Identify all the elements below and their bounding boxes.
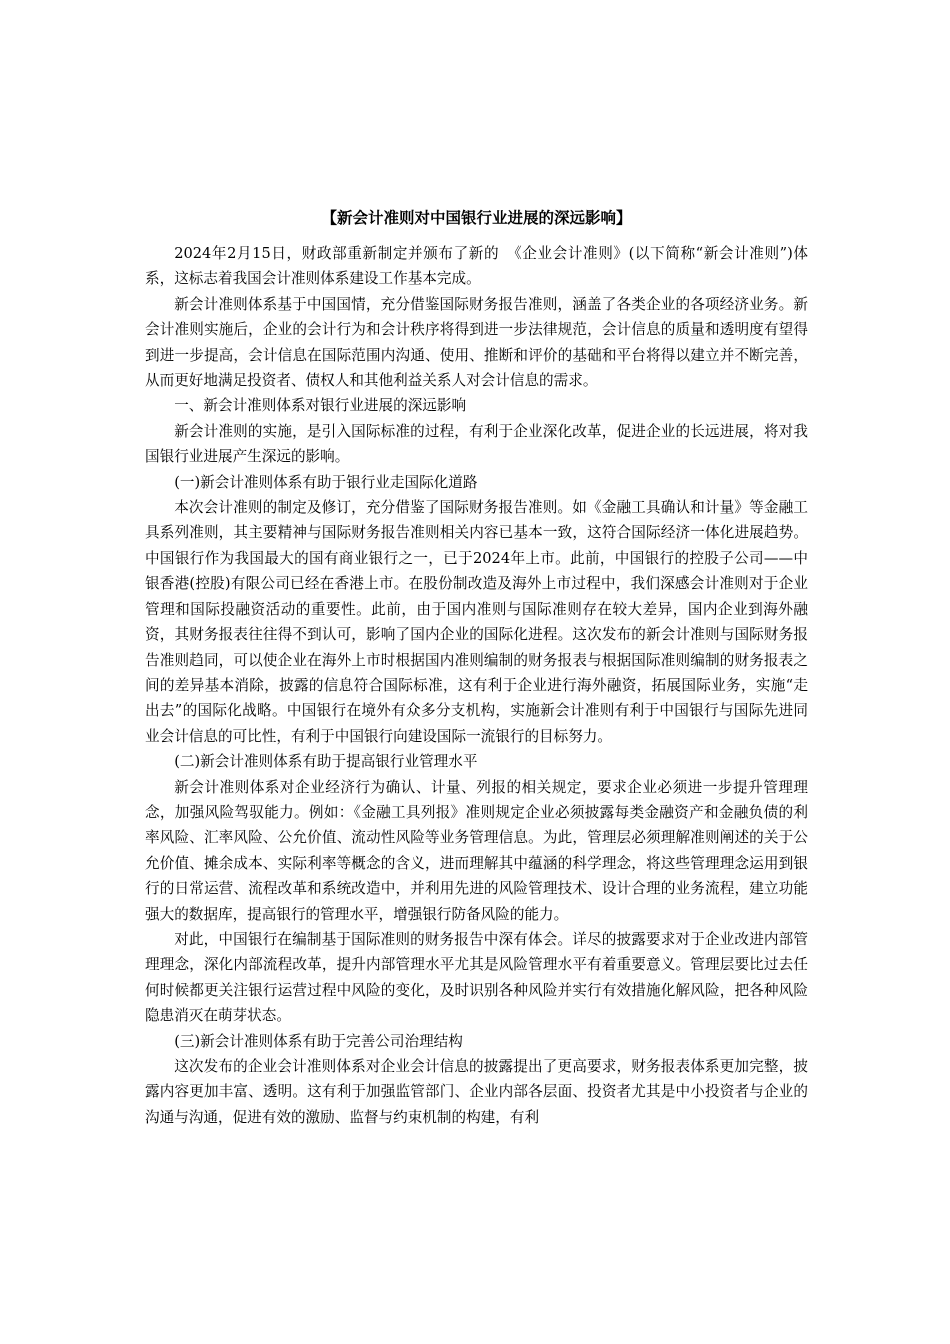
- paragraph-governance: 这次发布的企业会计准则体系对企业会计信息的披露提出了更高要求，财务报表体系更加完整，披露内容更加丰富、透明。这有利于加强监管部门、企业内部各层面、投资者尤其是中小投资者与企业的沟通与沟通，促进有效的激励、监督与约束机制的构建，有利: [145, 1058, 808, 1126]
- subsection-heading-2: (二)新会计准则体系有助于提高银行业管理水平: [174, 753, 478, 771]
- document-title: 【新会计准则对中国银行业进展的深远影响】: [321, 209, 632, 227]
- paragraph-impact: 新会计准则的实施，是引入国际标准的过程，有利于企业深化改革，促进企业的长远进展，将对我国银行业进展产生深远的影响。: [145, 422, 808, 466]
- section-heading-1: 一、新会计准则体系对银行业进展的深远影响: [174, 397, 467, 415]
- paragraph-overview: 新会计准则体系基于中国国情，充分借鉴国际财务报告准则，涵盖了各类企业的各项经济业务。新会计准则实施后，企业的会计行为和会计秩序将得到进一步法律规范，会计信息的质量和透明度有望得到进一步提高，会计信息在国际范围内沟通、使用、推断和评价的基础和平台将得以建立并不断完善，从而更好地满足投资者、债权人和其他利益关系人对会计信息的需求。: [145, 295, 808, 390]
- paragraph-internationalization: 本次会计准则的制定及修订，充分借鉴了国际财务报告准则。如《金融工具确认和计量》等金融工具系列准则，其主要精神与国际财务报告准则相关内容已基本一致，这符合国际经济一体化进展趋势。中国银行作为我国最大的国有商业银行之一，已于2024年上市。此前，中国银行的控股子公司——中银香港(控股)有限公司已经在香港上市。在股份制改造及海外上市过程中，我们深感会计准则对于企业管理和国际投融资活动的重要性。此前，由于国内准则与国际准则存在较大差异，国内企业到海外融资，其财务报表往往得不到认可，影响了国内企业的国际化进程。这次发布的新会计准则与国际财务报告准则趋同，可以使企业在海外上市时根据国内准则编制的财务报表与根据国际准则编制的财务报表之间的差异基本消除，披露的信息符合国际标准，这有利于企业进行海外融资，拓展国际业务，实施“走出去”的国际化战略。中国银行在境外有众多分支机构，实施新会计准则有利于中国银行与国际先进同业会计信息的可比性，有利于中国银行向建设国际一流银行的目标努力。: [145, 499, 808, 745]
- document-page: [145, 205, 808, 1130]
- paragraph-management: 新会计准则体系对企业经济行为确认、计量、列报的相关规定，要求企业必须进一步提升管理理念，加强风险驾驭能力。例如：《金融工具列报》准则规定企业必须披露每类金融资产和金融负债的利率风险、汇率风险、公允价值、流动性风险等业务管理信息。为此，管理层必须理解准则阐述的关于公允价值、摊余成本、实际利率等概念的含义，进而理解其中蕴涵的科学理念，将这些管理理念运用到银行的日常运营、流程改革和系统改造中，并利用先进的风险管理技术、设计合理的业务流程，建立功能强大的数据库，提高银行的管理水平，增强银行防备风险的能力。: [145, 778, 808, 923]
- paragraph-risk: 对此，中国银行在编制基于国际准则的财务报告中深有体会。详尽的披露要求对于企业改进内部管理理念，深化内部流程改革，提升内部管理水平尤其是风险管理水平有着重要意义。管理层要比过去任何时候都更关注银行运营过程中风险的变化，及时识别各种风险并实行有效措施化解风险，把各种风险隐患消灭在萌芽状态。: [145, 930, 808, 1025]
- paragraph-intro: 2024年2月15日，财政部重新制定并颁布了新的 《企业会计准则》(以下简称“新会计准则”)体系，这标志着我国会计准则体系建设工作基本完成。: [145, 245, 808, 288]
- subsection-heading-3: (三)新会计准则体系有助于完善公司治理结构: [174, 1032, 463, 1050]
- subsection-heading-1: (一)新会计准则体系有助于银行业走国际化道路: [174, 473, 478, 491]
